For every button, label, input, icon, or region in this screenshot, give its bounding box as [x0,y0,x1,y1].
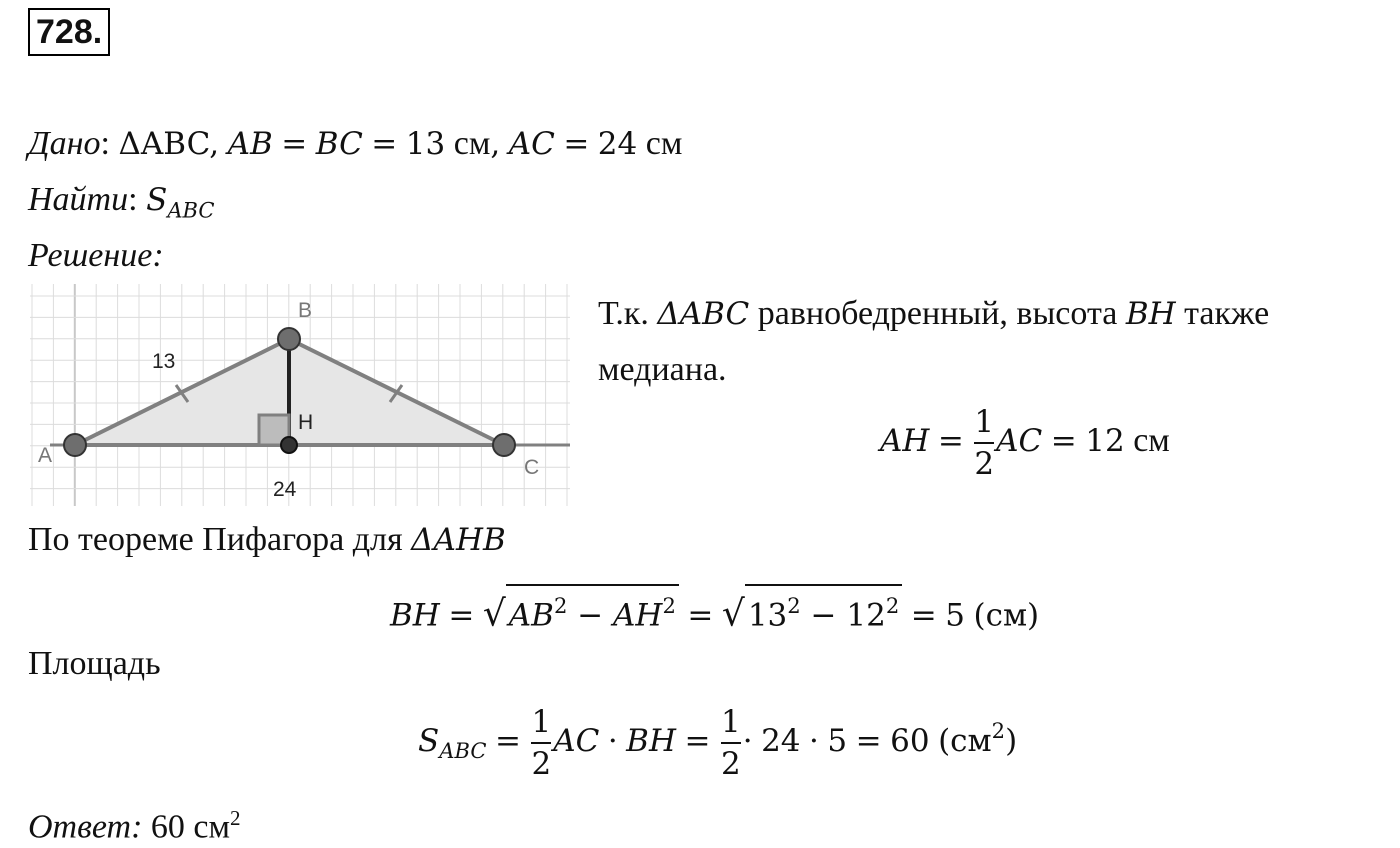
bh-eq-sqrt-2: $13^2 - 12^2$ [745,584,902,636]
reasoning-text-4: медиана. [598,351,727,388]
given-line: Дано: ΔABC, AB = BC = 13 см, AC = 24 см [28,125,683,162]
bh-eq-exp-2: 2 [662,593,676,618]
given-ac: AC [508,126,555,162]
point-c [493,434,515,456]
s-eq-one-2: 1 [721,702,741,744]
s-eq-fraction-2 [721,702,741,784]
bh-eq-exp-3: 2 [787,593,801,618]
s-eq-unit: (см [938,722,992,759]
s-eq-ac: AC [553,722,600,759]
s-eq-result: 60 [890,722,930,759]
s-eq-one-1: 1 [531,702,551,744]
point-a [64,434,86,456]
s-eq-unit-close: ) [1005,722,1018,759]
label-a: A [38,444,53,467]
given-unit-1: см [453,125,491,162]
find-sub: ABC [167,197,215,223]
triangle-diagram [30,284,570,506]
find-label: Найти [28,181,129,218]
area-equation: $S_{ABC}$ = $\frac{1}{2}$ AC · BH = $\frac{1}{2}$ · 24 · 5 = 60 $(см^2)$ [418,704,1018,782]
reasoning-line-2 [598,350,727,390]
s-eq-sub: ABC [439,738,487,764]
s-eq-two-2: 2 [720,746,741,782]
given-unit-2: см [645,125,683,162]
pythagoras-triangle: ΔAHB [411,522,506,558]
s-eq-s: S [418,722,440,759]
find-s: S [146,182,168,218]
bh-eq-exp-4: 2 [885,593,900,618]
given-value-13: 13 [405,126,446,162]
s-eq-5: 5 [827,722,848,759]
answer-line [28,798,241,848]
bh-eq-12: 12 [846,597,886,634]
reasoning-triangle: ΔABC [657,296,750,332]
ah-eq-one: 1 [974,402,994,444]
area-label [28,644,161,684]
given-value-24: 24 [597,126,638,162]
s-eq-bh: BH [626,722,676,759]
bh-eq-sqrt-1: $AB^2 - AH^2$ [506,584,679,636]
label-side-13: 13 [152,350,176,373]
reasoning-text-2: равнобедренный, высота [757,295,1118,332]
point-h [281,437,297,453]
s-eq-24: 24 [761,722,801,759]
answer-exp: 2 [230,806,241,830]
s-eq-fraction-1 [531,702,551,784]
bh-eq-result: 5 [945,597,965,634]
given-bc: BC [315,126,363,162]
ah-eq-fraction [974,402,994,484]
bh-equation: BH = $√AB^2 - AH^2 = √13^2 - 12^2 = 5$ (см) [390,584,1039,636]
bh-eq-ab: AB [508,597,554,634]
answer-label: Ответ: [28,808,143,846]
ah-eq-result: 12 [1085,422,1125,459]
answer-value: 60 см [150,808,230,846]
point-b [278,328,300,350]
given-label: Дано [28,125,101,162]
given-ab: AB [227,126,273,162]
pythagoras-line [28,520,506,560]
bh-eq-bh: BH [390,597,440,634]
find-line: Найти: $S_{ABC}$ [28,181,215,223]
reasoning-text-3: также [1184,295,1270,332]
bh-eq-unit: (см) [973,597,1040,634]
solution-label: Решение: [28,237,164,274]
bh-eq-13: 13 [747,597,788,634]
given-triangle: ΔABC [118,126,210,162]
label-b: B [298,299,313,322]
pythagoras-text: По теореме Пифагора для [28,521,403,558]
s-eq-unit-exp: 2 [991,718,1006,744]
s-eq-two-1: 2 [531,746,552,782]
bh-eq-ah: AH [613,597,663,634]
ah-equation: AH = $\frac{1}{2}$ AC = 12 см [880,404,1170,482]
label-h: H [298,411,314,434]
problem-number: 728. [28,8,110,56]
ah-eq-ac: AC [996,422,1043,459]
bh-eq-exp-1: 2 [553,593,568,618]
reasoning-text-1: Т.к. [598,295,649,332]
label-base-24: 24 [273,478,297,501]
area-text: Площадь [28,645,161,682]
ah-eq-two: 2 [974,446,995,482]
ah-eq-unit: см [1133,421,1170,459]
ah-eq-ah: AH [880,422,930,459]
reasoning-bh: BH [1125,296,1176,332]
label-c: C [524,456,540,479]
solution-label-text: Решение [28,237,153,274]
reasoning-line-1 [598,294,1269,334]
